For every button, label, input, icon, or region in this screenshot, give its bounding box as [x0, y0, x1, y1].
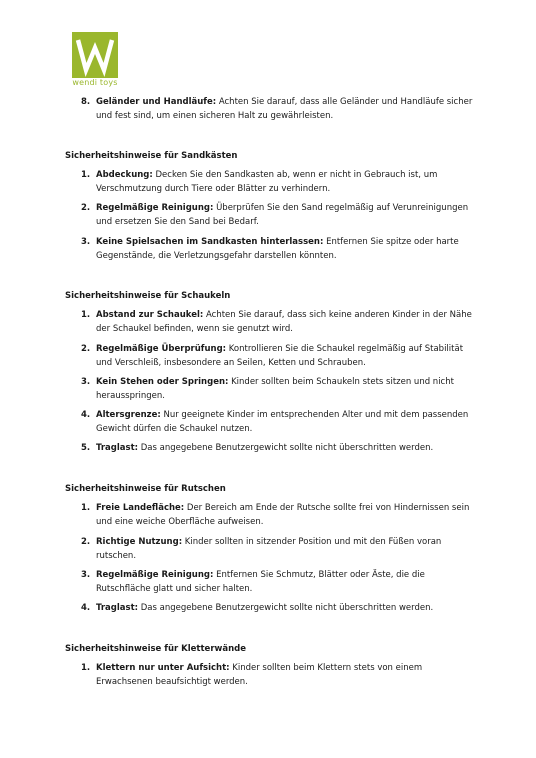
list-item	[65, 236, 480, 263]
item-label: Kein Stehen oder Springen:	[96, 377, 229, 387]
section-title-rutschen: Sicherheitshinweise für Rutschen	[65, 484, 226, 494]
brand-name: wendi toys	[72, 78, 118, 87]
item-text: Nur geeignete Kinder im entsprechenden Alter und mit dem passenden Gewicht dürfen die Schaukel nutzen.	[96, 410, 469, 434]
list-item	[65, 343, 480, 370]
item-number: 3.	[81, 237, 91, 247]
item-text: Das angegebene Benutzergewicht sollte nicht überschritten werden.	[138, 443, 434, 453]
section-title-kletterwaende: Sicherheitshinweise für Kletterwände	[65, 644, 247, 654]
item-label: Geländer und Handläufe:	[96, 97, 217, 107]
item-number: 2.	[81, 537, 91, 547]
section-title-sandkaesten: Sicherheitshinweise für Sandkästen	[65, 151, 238, 161]
item-text: Entfernen Sie Schmutz, Blätter oder Äste, die die Rutschfläche glatt und sicher halten.	[96, 570, 425, 594]
list-item	[65, 409, 480, 436]
item-label: Richtige Nutzung:	[96, 537, 183, 547]
item-text: Entfernen Sie spitze oder harte Gegenstände, die Verletzungsgefahr darstellen könnten.	[96, 237, 459, 261]
item-label: Altersgrenze:	[96, 410, 161, 420]
item-number: 3.	[81, 570, 91, 580]
list-item	[65, 376, 480, 403]
section-title-schaukeln: Sicherheitshinweise für Schaukeln	[65, 291, 231, 301]
item-number: 8.	[81, 97, 91, 107]
item-text: Kinder sollten in sitzender Position und mit den Füßen voran rutschen.	[96, 537, 442, 561]
item-label: Traglast:	[96, 443, 139, 453]
item-number: 2.	[81, 203, 91, 213]
item-text: Kontrollieren Sie die Schaukel regelmäßig auf Stabilität und Verschleiß, insbesondere an Seilen, Ketten und Schrauben.	[96, 344, 464, 368]
list-item	[65, 502, 480, 529]
list-item	[65, 569, 480, 596]
item-number: 1.	[81, 170, 91, 180]
item-label: Abdeckung:	[96, 170, 153, 180]
item-number: 4.	[81, 603, 91, 613]
list-item	[65, 536, 480, 563]
list-item	[65, 442, 480, 456]
item-number: 2.	[81, 344, 91, 354]
list-item	[65, 602, 480, 616]
item-text: Kinder sollten beim Schaukeln stets sitzen und nicht herausspringen.	[96, 377, 454, 401]
item-number: 1.	[81, 663, 91, 673]
item-label: Regelmäßige Reinigung:	[96, 570, 214, 580]
item-text: Achten Sie darauf, dass sich keine anderen Kinder in der Nähe der Schaukel befinden, wenn sie genutzt wird.	[96, 310, 472, 334]
list-item	[65, 169, 480, 196]
item-number: 4.	[81, 410, 91, 420]
item-label: Klettern nur unter Aufsicht:	[96, 663, 230, 673]
list-item	[65, 96, 480, 123]
item-label: Freie Landefläche:	[96, 503, 185, 513]
list-item	[65, 309, 480, 336]
logo-w-icon	[72, 32, 118, 80]
item-text: Kinder sollten beim Klettern stets von einem Erwachsenen beaufsichtigt werden.	[96, 663, 423, 687]
item-number: 1.	[81, 310, 91, 320]
item-text: Überprüfen Sie den Sand regelmäßig auf Verunreinigungen und ersetzen Sie den Sand bei Bedarf.	[96, 203, 469, 227]
item-label: Keine Spielsachen im Sandkasten hinterlassen:	[96, 237, 324, 247]
item-label: Traglast:	[96, 603, 139, 613]
item-label: Regelmäßige Reinigung:	[96, 203, 214, 213]
list-item	[65, 202, 480, 229]
list-item	[65, 662, 480, 689]
item-label: Regelmäßige Überprüfung:	[96, 344, 227, 354]
item-number: 1.	[81, 503, 91, 513]
item-text: Achten Sie darauf, dass alle Geländer und Handläufe sicher und fest sind, um einen sicheren Halt zu gewährleisten.	[96, 97, 473, 121]
item-text: Der Bereich am Ende der Rutsche sollte frei von Hindernissen sein und eine weiche Oberfläche aufweisen.	[96, 503, 470, 527]
item-number: 3.	[81, 377, 91, 387]
item-text: Das angegebene Benutzergewicht sollte nicht überschritten werden.	[138, 603, 434, 613]
item-text: Decken Sie den Sandkasten ab, wenn er nicht in Gebrauch ist, um Verschmutzung durch Tiere oder Blätter zu verhindern.	[96, 170, 438, 194]
item-number: 5.	[81, 443, 91, 453]
item-label: Abstand zur Schaukel:	[96, 310, 204, 320]
